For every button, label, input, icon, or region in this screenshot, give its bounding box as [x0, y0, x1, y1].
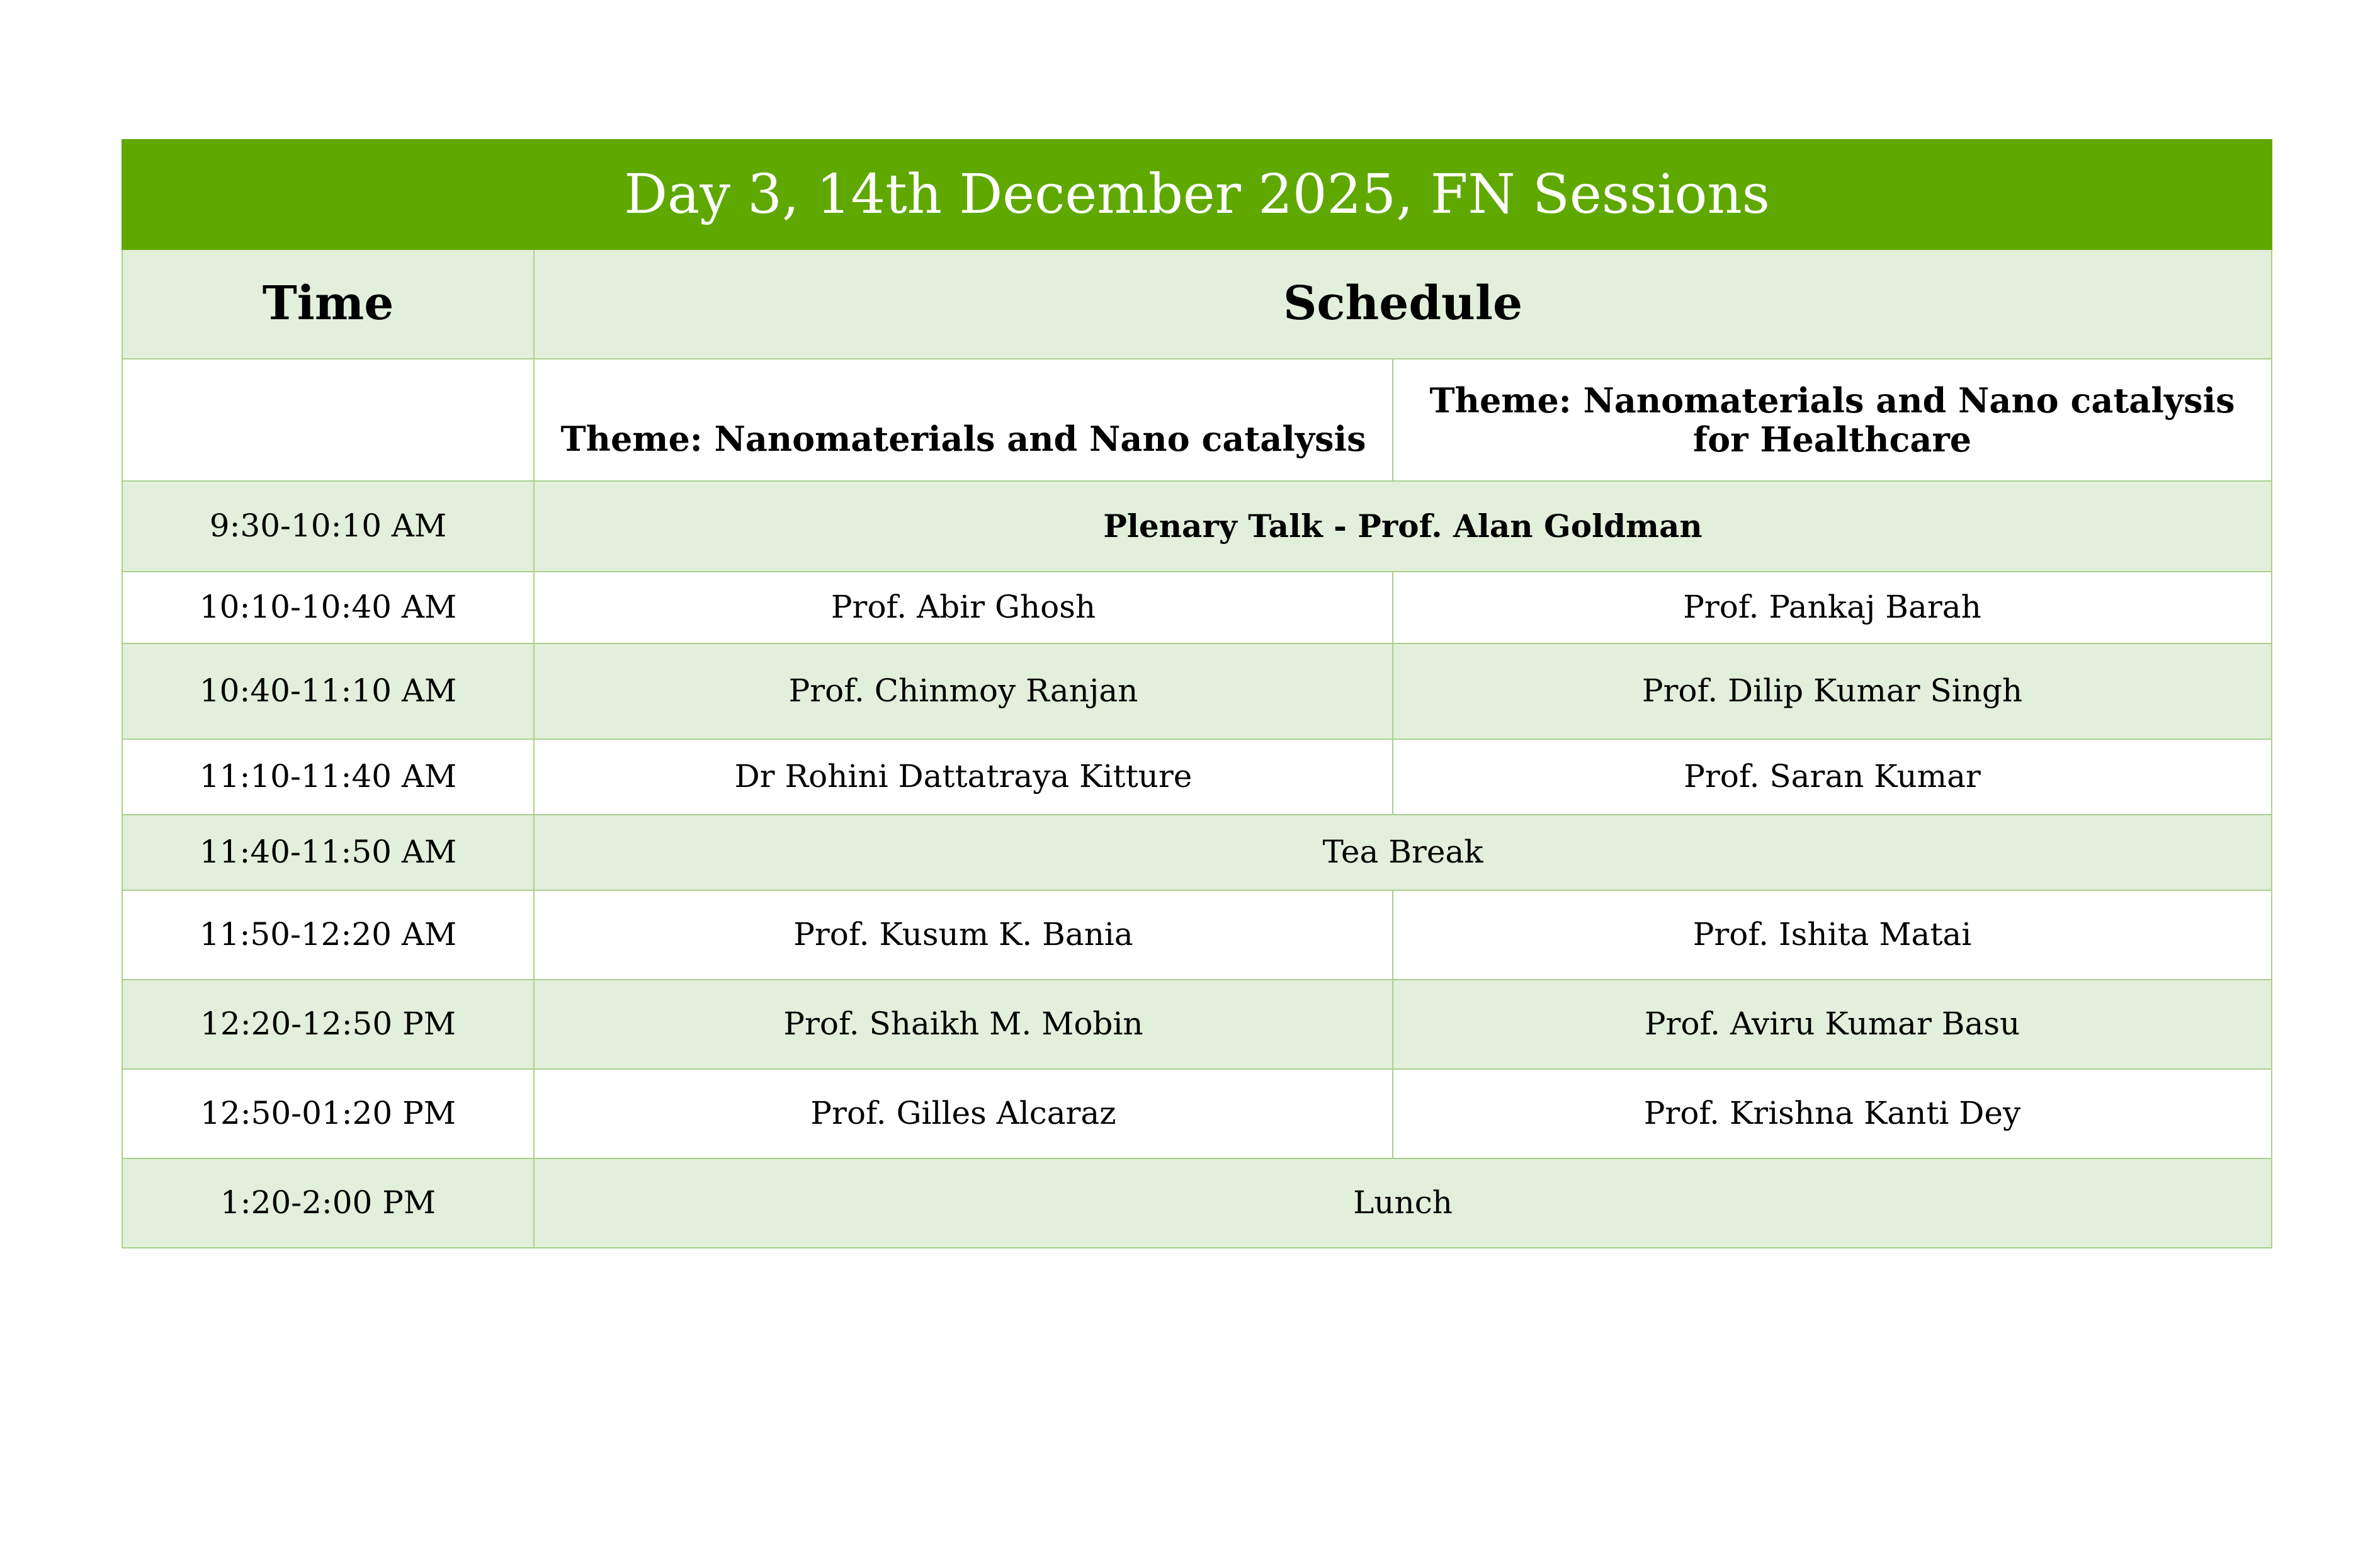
table-row — [122, 815, 2272, 890]
theme-row — [122, 359, 2272, 481]
time-cell: 1:20-2:00 PM — [122, 1158, 534, 1248]
theme-left: Theme: Nanomaterials and Nano catalysis — [534, 359, 1393, 481]
table-row — [122, 643, 2272, 739]
time-cell: 11:10-11:40 AM — [122, 739, 534, 815]
speaker-left: Prof. Abir Ghosh — [534, 572, 1393, 643]
header-row — [122, 249, 2272, 359]
speaker-right: Prof. Ishita Matai — [1393, 890, 2272, 980]
speaker-right: Prof. Dilip Kumar Singh — [1393, 643, 2272, 739]
speaker-left: Prof. Kusum K. Bania — [534, 890, 1393, 980]
table-row — [122, 572, 2272, 643]
table-row — [122, 890, 2272, 980]
tea-break-cell: Tea Break — [534, 815, 2272, 890]
table-row — [122, 1158, 2272, 1248]
speaker-left: Prof. Shaikh M. Mobin — [534, 980, 1393, 1069]
speaker-right: Prof. Saran Kumar — [1393, 739, 2272, 815]
table-row — [122, 481, 2272, 572]
speaker-right: Prof. Krishna Kanti Dey — [1393, 1069, 2272, 1158]
speaker-right: Prof. Pankaj Barah — [1393, 572, 2272, 643]
time-header: Time — [122, 249, 534, 359]
theme-time-cell — [122, 359, 534, 481]
lunch-cell: Lunch — [534, 1158, 2272, 1248]
table-row — [122, 739, 2272, 815]
time-cell: 10:10-10:40 AM — [122, 572, 534, 643]
time-cell: 10:40-11:10 AM — [122, 643, 534, 739]
speaker-left: Prof. Chinmoy Ranjan — [534, 643, 1393, 739]
schedule-title: Day 3, 14th December 2025, FN Sessions — [122, 140, 2272, 249]
speaker-left: Prof. Gilles Alcaraz — [534, 1069, 1393, 1158]
schedule-header: Schedule — [534, 249, 2272, 359]
theme-right: Theme: Nanomaterials and Nano catalysis for Healthcare — [1393, 359, 2272, 481]
schedule-table — [122, 139, 2272, 1248]
time-cell: 12:50-01:20 PM — [122, 1069, 534, 1158]
plenary-cell: Plenary Talk - Prof. Alan Goldman — [534, 481, 2272, 572]
speaker-right: Prof. Aviru Kumar Basu — [1393, 980, 2272, 1069]
table-row — [122, 1069, 2272, 1158]
time-cell: 12:20-12:50 PM — [122, 980, 534, 1069]
speaker-left: Dr Rohini Dattatraya Kitture — [534, 739, 1393, 815]
title-row — [122, 140, 2272, 249]
time-cell: 11:50-12:20 AM — [122, 890, 534, 980]
table-row — [122, 980, 2272, 1069]
time-cell: 11:40-11:50 AM — [122, 815, 534, 890]
time-cell: 9:30-10:10 AM — [122, 481, 534, 572]
